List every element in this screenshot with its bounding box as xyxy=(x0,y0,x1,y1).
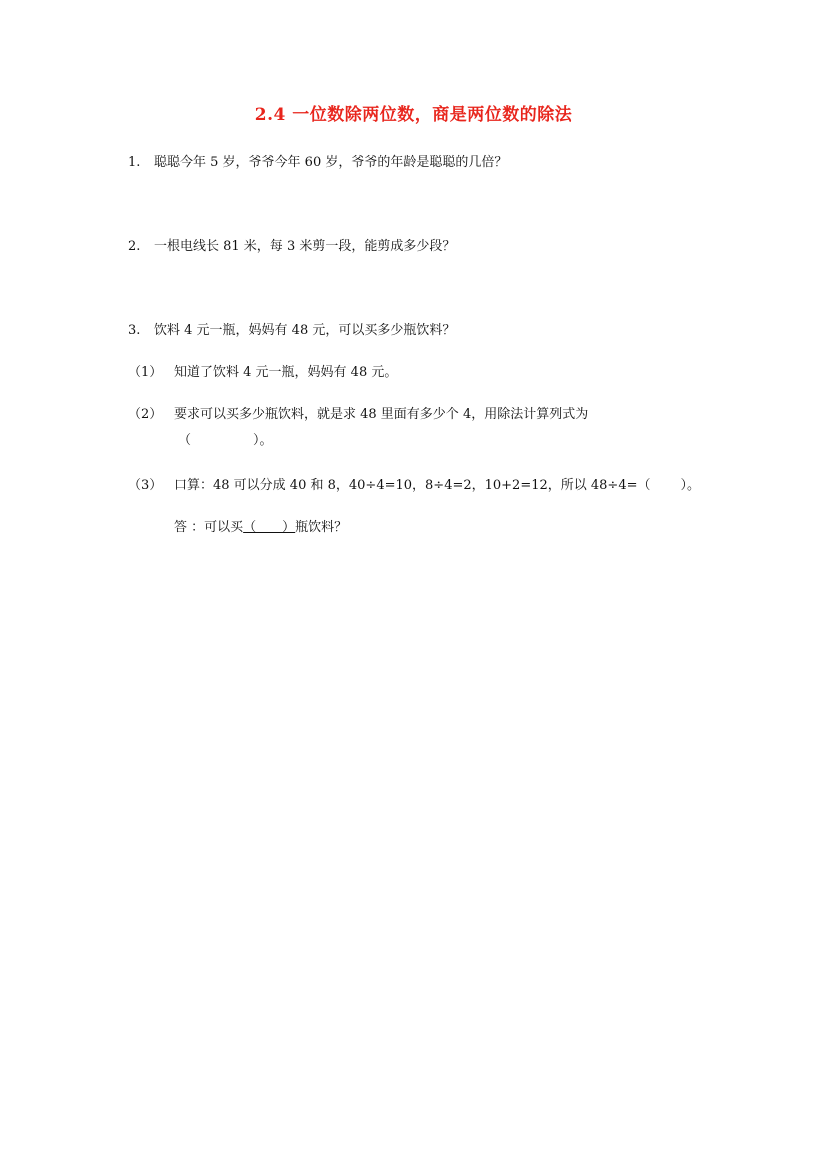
step-text: 要求可以买多少瓶饮料，就是求 48 里面有多少个 4，用除法计算列式为 xyxy=(174,407,589,422)
question-number: 2. xyxy=(128,239,141,254)
step-text: 口算：48 可以分成 40 和 8，40÷4=10，8÷4=2，10+2=12，所以 48÷4=（ xyxy=(174,478,651,493)
question-number: 3. xyxy=(128,323,141,338)
step-2-blank-line xyxy=(178,432,273,450)
answer-suffix: 瓶饮料？ xyxy=(295,520,348,535)
page-title: 2.4 一位数除两位数，商是两位数的除法 xyxy=(254,105,573,125)
question-2 xyxy=(128,238,455,256)
step-text: 知道了饮料 4 元一瓶，妈妈有 48 元。 xyxy=(174,365,398,380)
question-text: 一根电线长 81 米，每 3 米剪一段，能剪成多少段？ xyxy=(154,239,456,254)
question-number: 1. xyxy=(128,155,141,170)
answer-blank: （ ） xyxy=(243,520,296,535)
question-1 xyxy=(128,154,507,172)
step-1 xyxy=(128,364,397,382)
open-paren: （ xyxy=(178,433,192,448)
close-paren: ）。 xyxy=(253,433,273,448)
step-number: （1） xyxy=(128,365,163,380)
answer-label: 答 ：可以买 xyxy=(174,520,244,535)
step-3 xyxy=(128,477,700,495)
question-text: 饮料 4 元一瓶，妈妈有 48 元，可以买多少瓶饮料？ xyxy=(154,323,456,338)
step-number: （2） xyxy=(128,407,163,422)
step-2 xyxy=(128,406,588,424)
step-number: （3） xyxy=(128,478,163,493)
close-paren: ）。 xyxy=(680,478,701,493)
question-text: 聪聪今年 5 岁，爷爷今年 60 岁，爷爷的年龄是聪聪的几倍？ xyxy=(154,155,508,170)
question-3 xyxy=(128,322,455,340)
answer-line xyxy=(174,519,347,537)
